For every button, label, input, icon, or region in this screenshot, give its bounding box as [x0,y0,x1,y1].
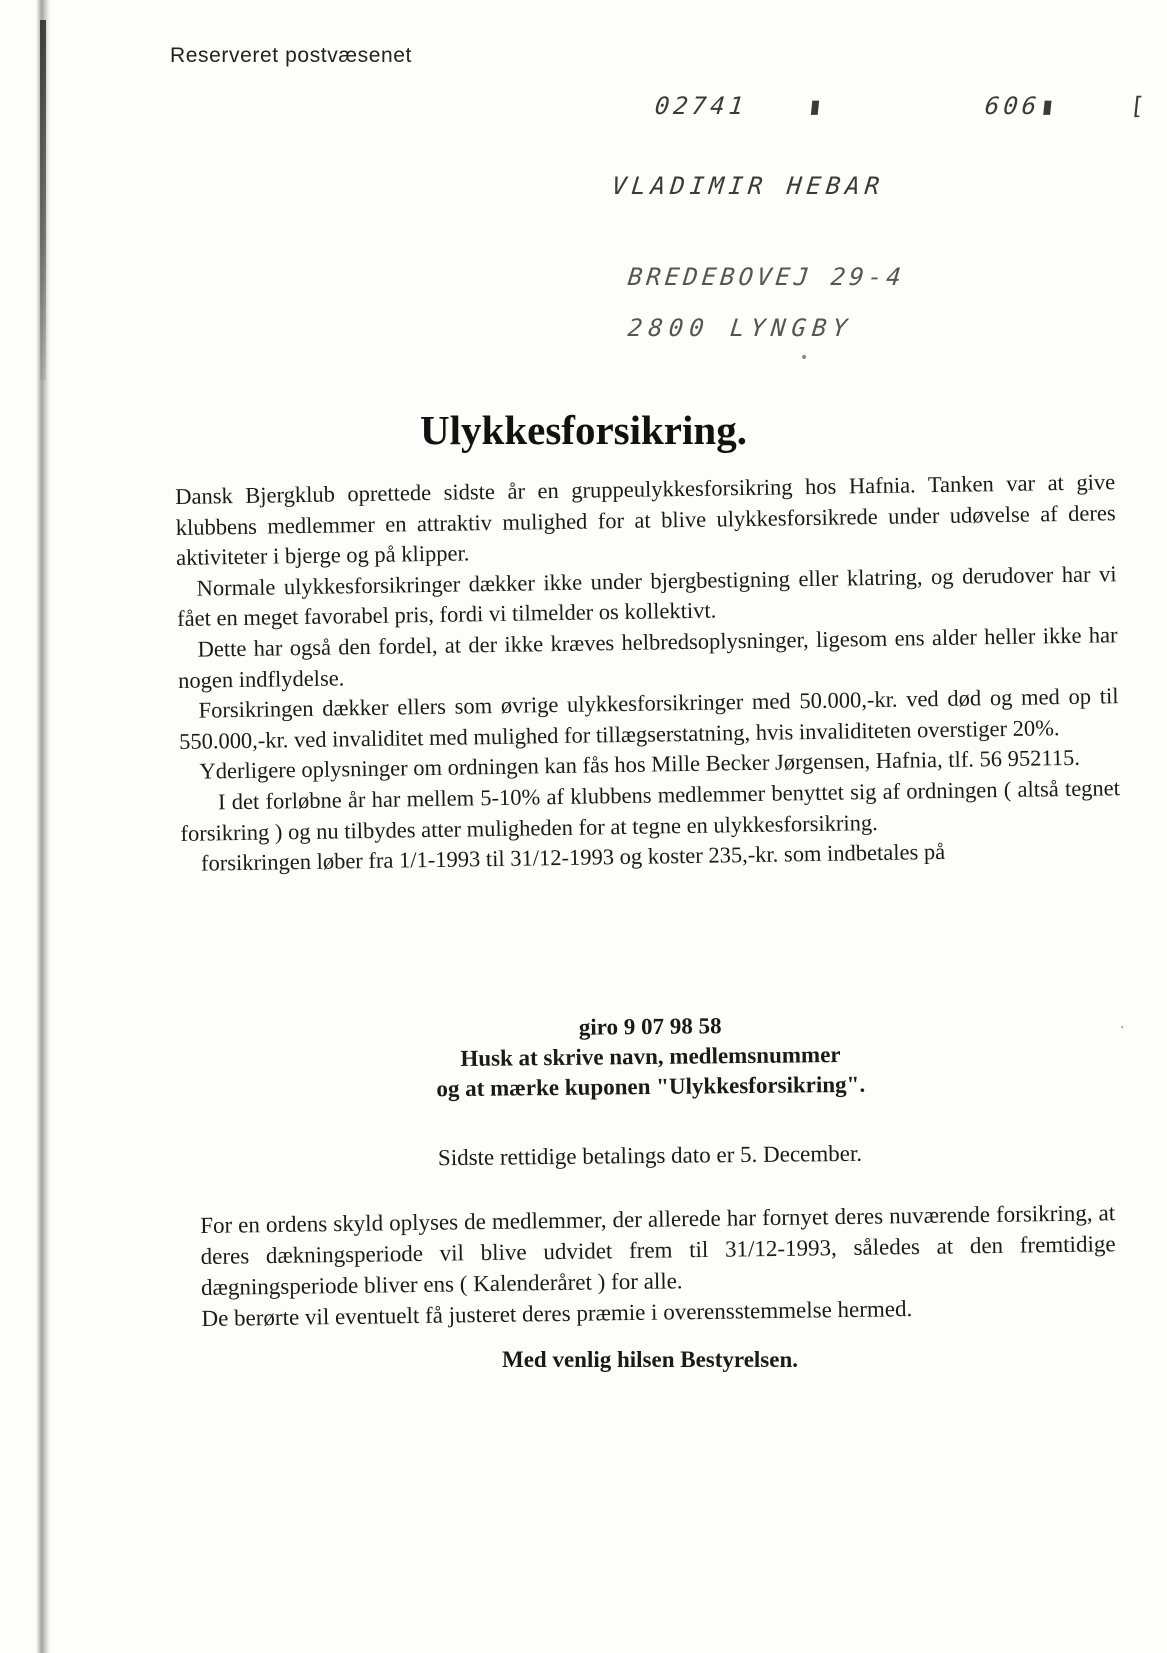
postal-reserved-label: Reserveret postvæsenet [170,44,412,67]
renewal-note [200,1197,1117,1334]
paragraph-usage: I det forløbne år har mellem 5-10% af klubbens medlemmer benyttet sig af ordningen ( altså tegnet forsikring ) og nu tilbydes atter muligheden for at tegne en ulykkesforsikring. [180,775,1121,846]
scan-speck: · [1120,1020,1125,1036]
paragraph-advantage: Dette har også den fordel, at der ikke kræves helbredsoplysninger, ligesom ens alder heller ikke har nogen indflydelse. [177,622,1118,693]
paragraph-contact: Yderligere oplysninger om ordningen kan fås hos Mille Becker Jørgensen, Hafnia, tlf. 56 952115. [199,745,1081,784]
note-paragraph-2: De berørte vil eventuelt få justeret deres præmie i overensstemmelse hermed. [201,1296,913,1331]
paragraph-coverage: Normale ulykkesforsikringer dækker ikke under bjergbestigning eller klatring, og derudover har vi fået en meget favorabel pris, fordi vi tilmelder os kollektivt. [176,561,1117,632]
giro-number: giro 9 07 98 58 [578,1013,722,1040]
paragraph-intro: Dansk Bjergklub oprettede sidste år en gruppeulykkesforsikring hos Hafnia. Tanken var at give klubbens medlemmer en attraktiv mulighed for at blive ulykkesforsikrede under udøvelse af deres aktiviteter i bjerge og på klipper. [175,469,1116,571]
address-mark: ▮ [806,92,828,120]
payment-due-date: Sidste rettidige betalings dato er 5. December. [437,1140,863,1171]
note-paragraph-1: For en ordens skyld oplyses de medlemmer, der allerede har fornyet deres nuværende forsikring, at deres dækningsperiode vil blive udvidet frem til 31/12-1993, således at den fremtidige dægningsperiode bliver ens ( Kalenderåret ) for alle. [200,1200,1116,1300]
address-number: 606▮ [983,92,1061,120]
reminder-line-1: Husk at skrive navn, medlemsnummer [460,1042,841,1071]
letter-body [175,467,1121,879]
scan-speck: • [800,350,809,366]
paragraph-amounts: Forsikringen dækker ellers som øvrige ulykkesforsikringer med 50.000,-kr. ved død og med op til 550.000,-kr. ved invaliditet med mulighed for tillægserstatning, hvis invaliditeten overstiger 20%. [178,683,1119,754]
address-edge-char: [ [1128,92,1150,120]
scan-edge-dark [40,20,46,380]
recipient-street: BREDEBOVEJ 29-4 [626,263,907,291]
address-code: 02741 [653,92,749,120]
recipient-name: VLADIMIR HEBAR [610,172,886,200]
reminder-line-2: og at mærke kuponen "Ulykkesforsikring". [436,1071,866,1102]
paragraph-period-price: forsikringen løber fra 1/1-1993 til 31/12-1993 og koster 235,-kr. som indbetales på [200,839,946,876]
recipient-city: 2800 LYNGBY [626,314,855,342]
closing-signature: Med venlig hilsen Bestyrelsen. [501,1347,798,1372]
letter-title: Ulykkesforsikring. [420,407,747,453]
payment-instructions [180,1007,1121,1107]
